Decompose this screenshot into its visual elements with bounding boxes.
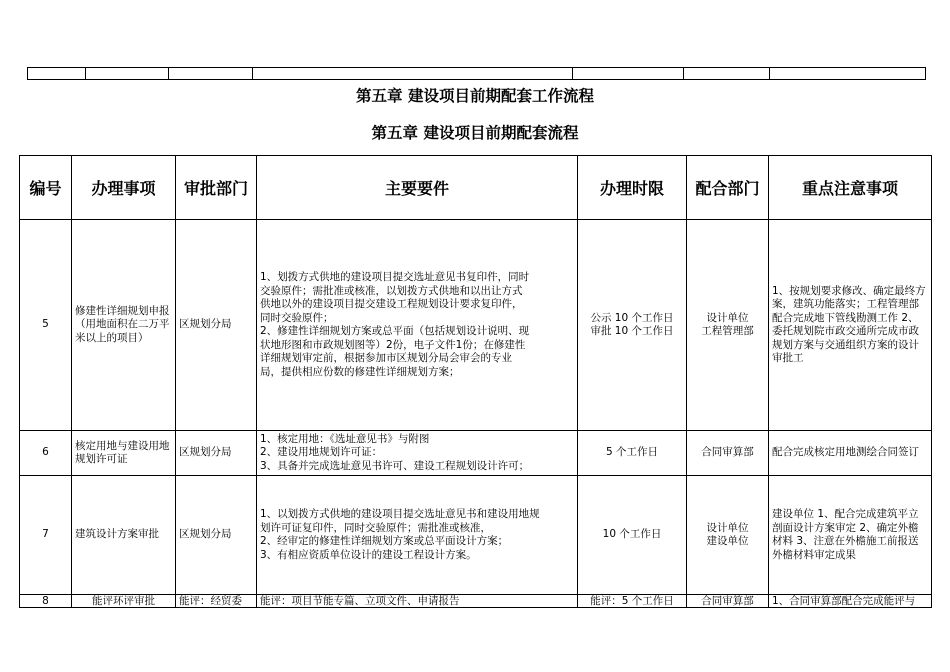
row-coop [687,220,769,431]
row-time [578,595,687,608]
strip-cell [253,68,573,80]
time-line: 公示 10 个工作日 [590,311,674,324]
row-time [578,220,687,431]
time-line: 审批 10 个工作日 [590,325,674,337]
requirement-line: 1、核定用地：《选址意见书》与附图 [260,432,430,445]
requirement-line: 3、有相应资质单位设计的建设工程设计方案。 [260,548,477,561]
coop-line: 建设单位 [706,535,749,547]
requirement-line: 局，提供相应份数的修建性详细规划方案； [260,365,460,378]
row-notes: 配合完成核定用地测绘合同签订 [769,431,932,476]
header-coop: 配合部门 [687,156,769,220]
row-dept: 区规划分局 [176,431,257,476]
header-dept: 审批部门 [176,156,257,220]
row-coop [687,431,769,476]
header-number: 编号 [20,156,72,220]
requirement-line: 1、以划拨方式供地的建设项目提交选址意见书和建设用地规 [260,508,540,520]
time-line: 能评：5 个工作日 [590,595,674,607]
header-notes: 重点注意事项 [769,156,932,220]
row-dept: 区规划分局 [176,220,257,431]
row-notes: 1、按规划要求修改、确定最终方案，建筑功能落实；工程管理部配合完成地下管线勘测工作 2、委托规划院市政交通所完成市政规划方案与交通组织方案的设计审批工 [769,220,932,431]
row-notes: 1、合同审算部配合完成能评与 [769,595,932,608]
row-requirements [257,220,578,431]
time-line: 5 个工作日 [605,446,659,459]
table-header-row [20,156,932,220]
row-coop [687,476,769,595]
row-requirements [257,476,578,595]
requirement-line: 状地形图和市政规划图等）2份，电子文件1份；在修建性 [260,338,526,351]
strip-cell [86,68,169,80]
coop-line: 设计单位 [706,521,749,534]
row-requirements [257,595,578,608]
table-row [20,220,932,431]
strip-cell [28,68,86,80]
row-item: 核定用地与建设用地规划许可证 [72,431,176,476]
requirement-line: 供地以外的建设项目提交建设工程规划设计要求复印件， [260,298,523,310]
strip-cell [684,68,770,80]
strip-cell [573,68,684,80]
row-requirements [257,431,578,476]
requirement-line: 划许可证复印件，同时交验原件；需批准或核准， [260,521,491,534]
coop-line: 合同审算部 [701,595,754,607]
row-time [578,476,687,595]
strip-cell [770,68,926,80]
requirement-line: 交验原件；需批准或核准，以划拨方式供地和以出让方式 [260,284,523,297]
requirement-line: 详细规划审定前，根据参加市区规划分局会审会的专业 [260,352,512,364]
table-row [20,595,932,608]
coop-line: 设计单位 [706,311,749,324]
requirement-line: 2、修建性详细规划方案或总平面（包括规划设计说明、现 [260,325,530,337]
chapter-subtitle: 第五章 建设项目前期配套流程 [371,124,579,142]
row-notes: 建设单位 1、配合完成建筑平立剖面设计方案审定 2、确定外檐材料 3、注意在外檐施工前报送外檐材料审定成果 [769,476,932,595]
row-number: 8 [20,595,72,608]
requirement-line: 能评：项目节能专篇、立项文件、申请报告 [260,595,460,607]
coop-line: 合同审算部 [701,446,754,459]
table-row [20,431,932,476]
requirement-line: 2、经审定的修建性详细规划方案或总平面设计方案； [260,535,509,547]
row-coop [687,595,769,608]
time-line: 10 个工作日 [602,528,662,541]
requirement-line: 同时交验原件； [260,311,334,324]
row-number: 5 [20,220,72,431]
coop-line: 工程管理部 [701,325,754,337]
table-row [20,476,932,595]
chapter-title: 第五章 建设项目前期配套工作流程 [356,87,594,105]
row-time [578,431,687,476]
requirement-line: 3、具备并完成选址意见书许可、建设工程规划设计许可； [260,459,530,472]
row-number: 7 [20,476,72,595]
header-item: 办理事项 [72,156,176,220]
process-table [19,155,932,608]
requirement-line: 1、划拨方式供地的建设项目提交选址意见书复印件，同时 [260,271,530,283]
requirement-line: 2、建设用地规划许可证： [260,446,383,459]
row-item: 能评环评审批 [72,595,176,608]
row-number: 6 [20,431,72,476]
row-dept: 区规划分局 [176,476,257,595]
strip-cell [169,68,253,80]
row-item: 修建性详细规划申报（用地面积在二万平米以上的项目） [72,220,176,431]
row-dept: 能评：经贸委 [176,595,257,608]
header-requirements: 主要要件 [257,156,578,220]
top-empty-strip [27,67,926,80]
row-item: 建筑设计方案审批 [72,476,176,595]
header-time: 办理时限 [578,156,687,220]
